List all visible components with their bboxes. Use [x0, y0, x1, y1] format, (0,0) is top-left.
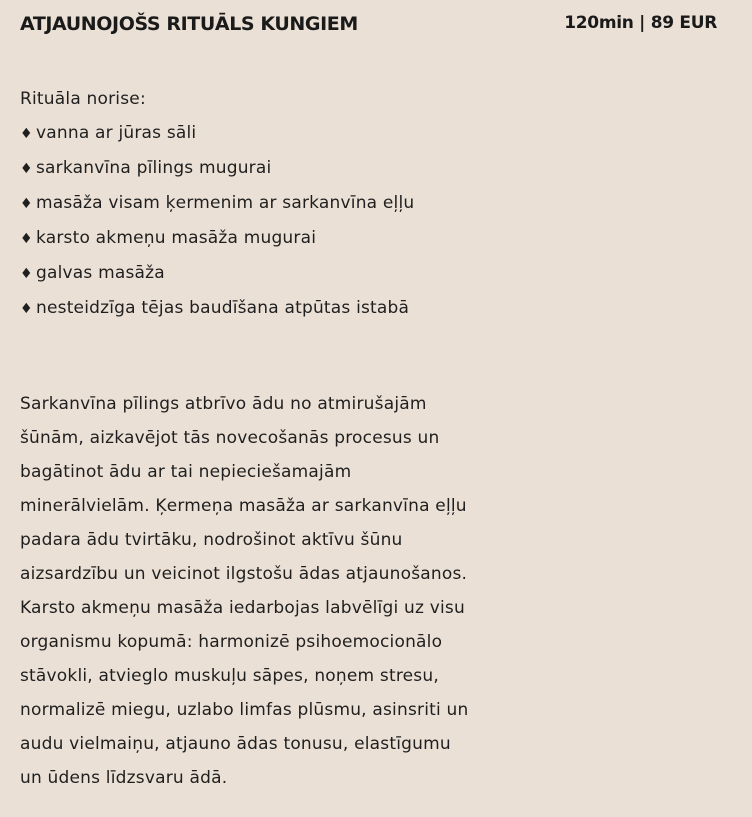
description-line: normalizē miegu, uzlabo limfas plūsmu, asinsriti un: [20, 700, 469, 720]
description-line: organismu kopumā: harmonizē psihoemocionālo: [20, 632, 443, 652]
procedure-section: [20, 82, 720, 326]
procedure-heading: Rituāla norise:: [20, 89, 146, 109]
description-line: aizsardzību un veicinot ilgstošu ādas atjaunošanos.: [20, 564, 468, 584]
description-line: audu vielmaiņu, atjauno ādas tonusu, elastīgumu: [20, 734, 451, 754]
description-line: un ūdens līdzsvaru ādā.: [20, 768, 228, 788]
procedure-step: [20, 186, 720, 221]
service-title: ATJAUNOJOŠS RITUĀLS KUNGIEM: [20, 13, 358, 35]
procedure-step-text: sarkanvīna pīlings mugurai: [36, 158, 272, 178]
description-line: Sarkanvīna pīlings atbrīvo ādu no atmirušajām: [20, 394, 427, 414]
description-line: stāvokli, atvieglo muskuļu sāpes, noņem stresu,: [20, 666, 439, 686]
procedure-step-text: galvas masāža: [36, 263, 165, 283]
procedure-step: [20, 151, 720, 186]
description-line: bagātinot ādu ar tai nepieciešamajām: [20, 462, 352, 482]
diamond-bullet-icon: ♦: [20, 126, 33, 142]
procedure-step-text: vanna ar jūras sāli: [36, 123, 197, 143]
service-header: [20, 10, 717, 38]
description-line: minerālvielām. Ķermeņa masāža ar sarkanvīna eļļu: [20, 496, 467, 516]
diamond-bullet-icon: ♦: [20, 231, 33, 247]
procedure-step: [20, 291, 720, 326]
service-description: [20, 387, 520, 795]
description-line: šūnām, aizkavējot tās novecošanās procesus un: [20, 428, 440, 448]
procedure-step: [20, 256, 720, 291]
diamond-bullet-icon: ♦: [20, 196, 33, 212]
procedure-steps-list: [20, 116, 720, 326]
procedure-step-text: karsto akmeņu masāža mugurai: [36, 228, 317, 248]
description-line: Karsto akmeņu masāža iedarbojas labvēlīgi uz visu: [20, 598, 465, 618]
diamond-bullet-icon: ♦: [20, 161, 33, 177]
diamond-bullet-icon: ♦: [20, 301, 33, 317]
procedure-step: [20, 221, 720, 256]
service-duration-price: 120min | 89 EUR: [564, 13, 717, 33]
procedure-step: [20, 116, 720, 151]
procedure-step-text: masāža visam ķermenim ar sarkanvīna eļļu: [36, 193, 415, 213]
procedure-step-text: nesteidzīga tējas baudīšana atpūtas istabā: [36, 298, 410, 318]
description-line: padara ādu tvirtāku, nodrošinot aktīvu šūnu: [20, 530, 403, 550]
diamond-bullet-icon: ♦: [20, 266, 33, 282]
